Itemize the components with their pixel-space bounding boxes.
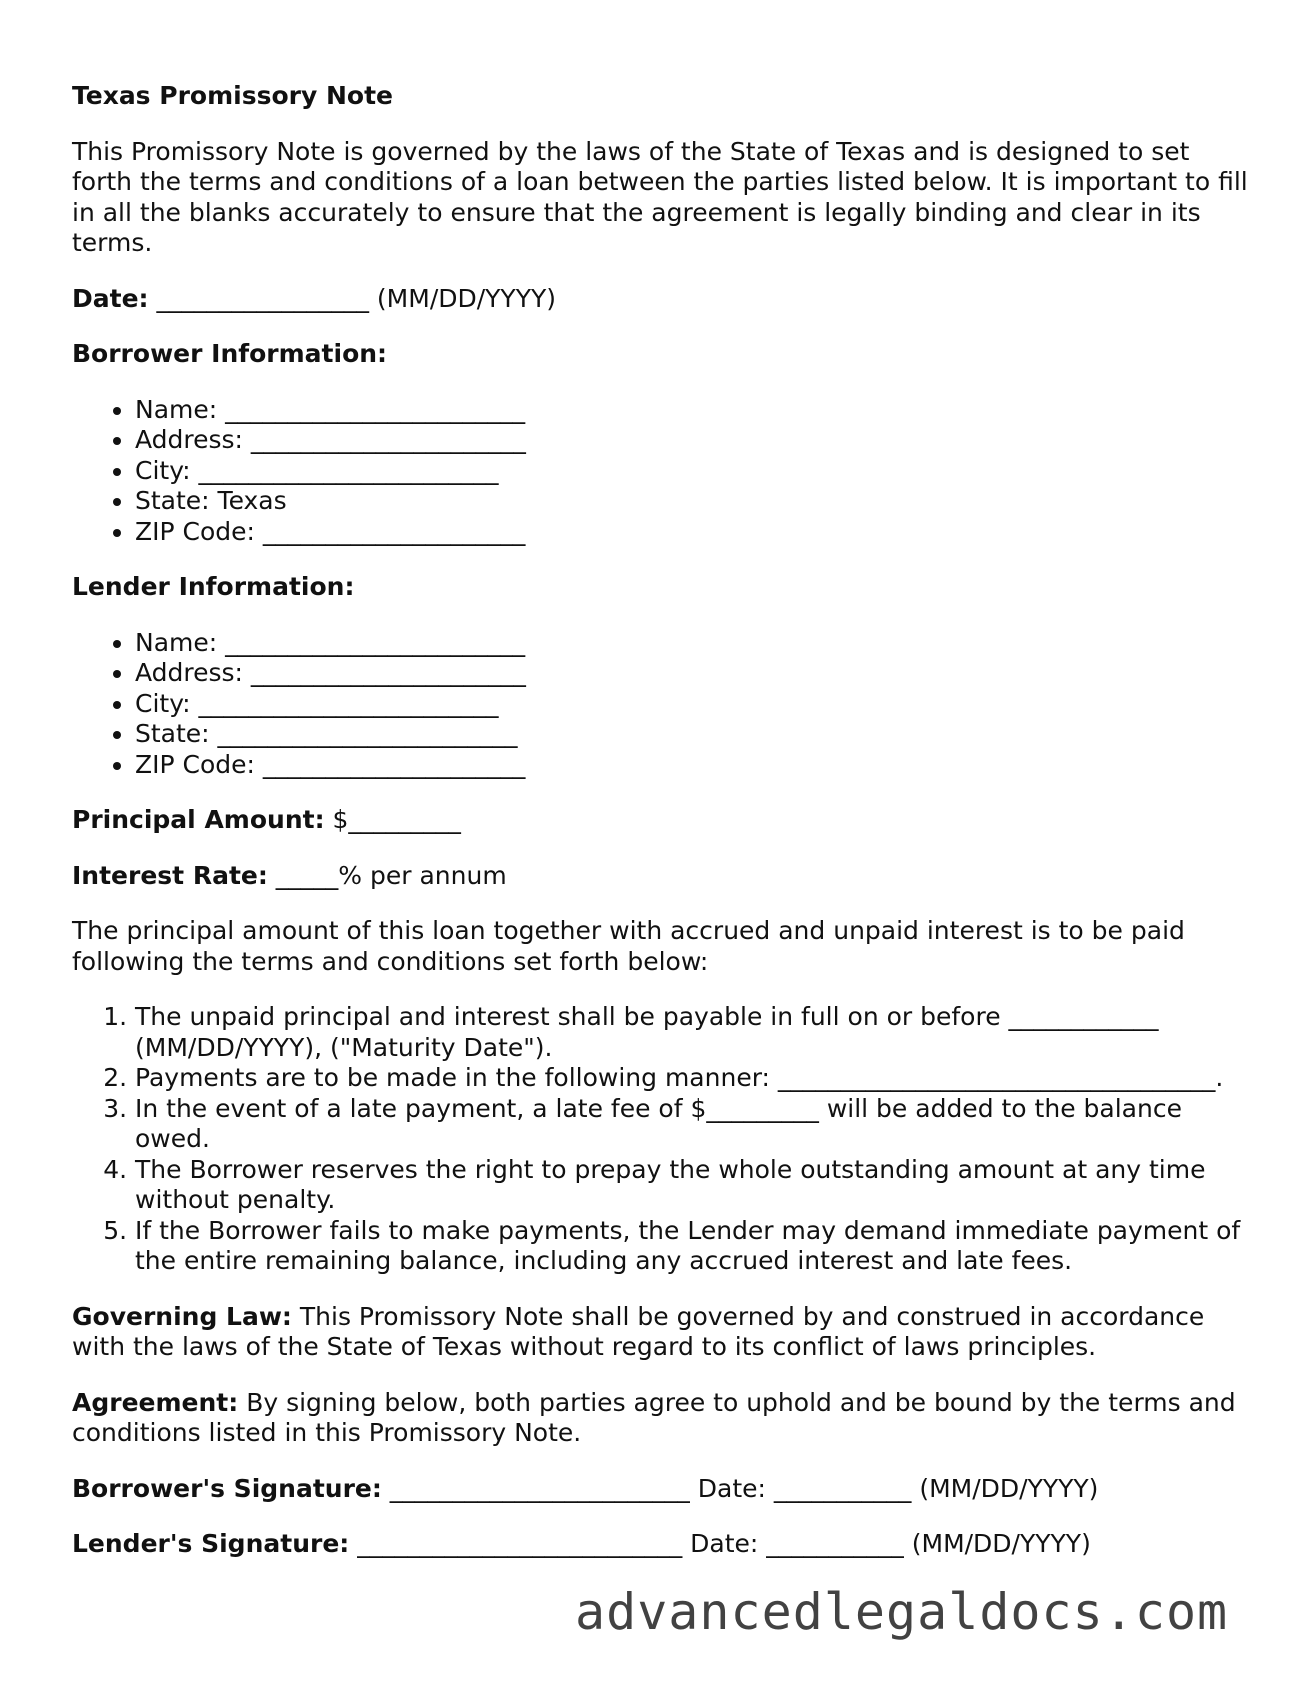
agreement-label: Agreement: bbox=[72, 1387, 239, 1417]
lender-signature-field: __________________________ Date: ___________ (MM/DD/YYYY) bbox=[349, 1529, 1091, 1558]
date-label: Date: bbox=[72, 283, 149, 313]
governing-law-text: This Promissory Note shall be governed by and construed in accordance with the laws of the State of Texas without regard to its conflict of laws principles. bbox=[72, 1301, 1205, 1361]
principal-field: $_________ bbox=[324, 805, 461, 834]
borrower-list bbox=[72, 395, 1252, 548]
lender-signature-line bbox=[72, 1529, 1252, 1560]
borrower-heading: Borrower Information: bbox=[72, 339, 388, 368]
date-line bbox=[72, 284, 1252, 315]
principal-line bbox=[72, 805, 1252, 836]
borrower-city: • City: ________________________ bbox=[135, 456, 1252, 487]
lender-state: • State: ________________________ bbox=[135, 719, 1252, 750]
borrower-name: • Name: ________________________ bbox=[135, 395, 1252, 426]
date-field: _________________ (MM/DD/YYYY) bbox=[148, 283, 557, 313]
term-item: 2. Payments are to be made in the following manner: ___________________________________. bbox=[135, 1063, 1252, 1094]
governing-law-paragraph bbox=[72, 1302, 1252, 1363]
interest-line bbox=[72, 861, 1252, 892]
borrower-signature-line bbox=[72, 1474, 1252, 1505]
principal-label: Principal Amount: bbox=[72, 805, 325, 834]
term-item: 3. In the event of a late payment, a late fee of $_________ will be added to the balance owed. bbox=[135, 1094, 1252, 1155]
lender-signature-label: Lender's Signature: bbox=[72, 1529, 350, 1558]
governing-law-label: Governing Law: bbox=[72, 1301, 292, 1331]
borrower-signature-label: Borrower's Signature: bbox=[72, 1473, 382, 1503]
lender-address: • Address: ______________________ bbox=[135, 658, 1252, 689]
watermark: advancedlegaldocs.com bbox=[575, 1583, 1229, 1641]
lender-heading: Lender Information: bbox=[72, 572, 355, 601]
lender-name: • Name: ________________________ bbox=[135, 628, 1252, 659]
agreement-text: By signing below, both parties agree to uphold and be bound by the terms and conditions listed in this Promissory Note. bbox=[72, 1387, 1236, 1447]
document bbox=[72, 81, 1252, 1585]
terms-list bbox=[72, 1002, 1252, 1277]
term-item: 5. If the Borrower fails to make payments, the Lender may demand immediate payment of the entire remaining balance, including any accrued interest and late fees. bbox=[135, 1216, 1252, 1277]
borrower-signature-field: ________________________ Date: ___________ (MM/DD/YYYY) bbox=[381, 1473, 1099, 1503]
borrower-address: • Address: ______________________ bbox=[135, 425, 1252, 456]
interest-label: Interest Rate: bbox=[72, 860, 268, 890]
term-item: 1. The unpaid principal and interest shall be payable in full on or before ____________ (MM/DD/YYYY), ("Maturity Date"). bbox=[135, 1002, 1252, 1063]
borrower-zip: • ZIP Code: _____________________ bbox=[135, 517, 1252, 548]
agreement-paragraph bbox=[72, 1388, 1252, 1449]
borrower-state: • State: Texas bbox=[135, 486, 1252, 517]
lender-list bbox=[72, 628, 1252, 781]
document-title: Texas Promissory Note bbox=[72, 81, 393, 110]
intro-paragraph: This Promissory Note is governed by the laws of the State of Texas and is designed to set forth the terms and conditions of a loan between the parties listed below. It is important to fill in all the blanks accurately to ensure that the agreement is legally binding and clear in its terms. bbox=[72, 136, 1248, 257]
term-item: 4. The Borrower reserves the right to prepay the whole outstanding amount at any time without penalty. bbox=[135, 1155, 1252, 1216]
lender-zip: • ZIP Code: _____________________ bbox=[135, 750, 1252, 781]
terms-intro: The principal amount of this loan together with accrued and unpaid interest is to be paid following the terms and conditions set forth below: bbox=[72, 916, 1185, 976]
interest-field: _____% per annum bbox=[267, 860, 507, 890]
lender-city: • City: ________________________ bbox=[135, 689, 1252, 720]
